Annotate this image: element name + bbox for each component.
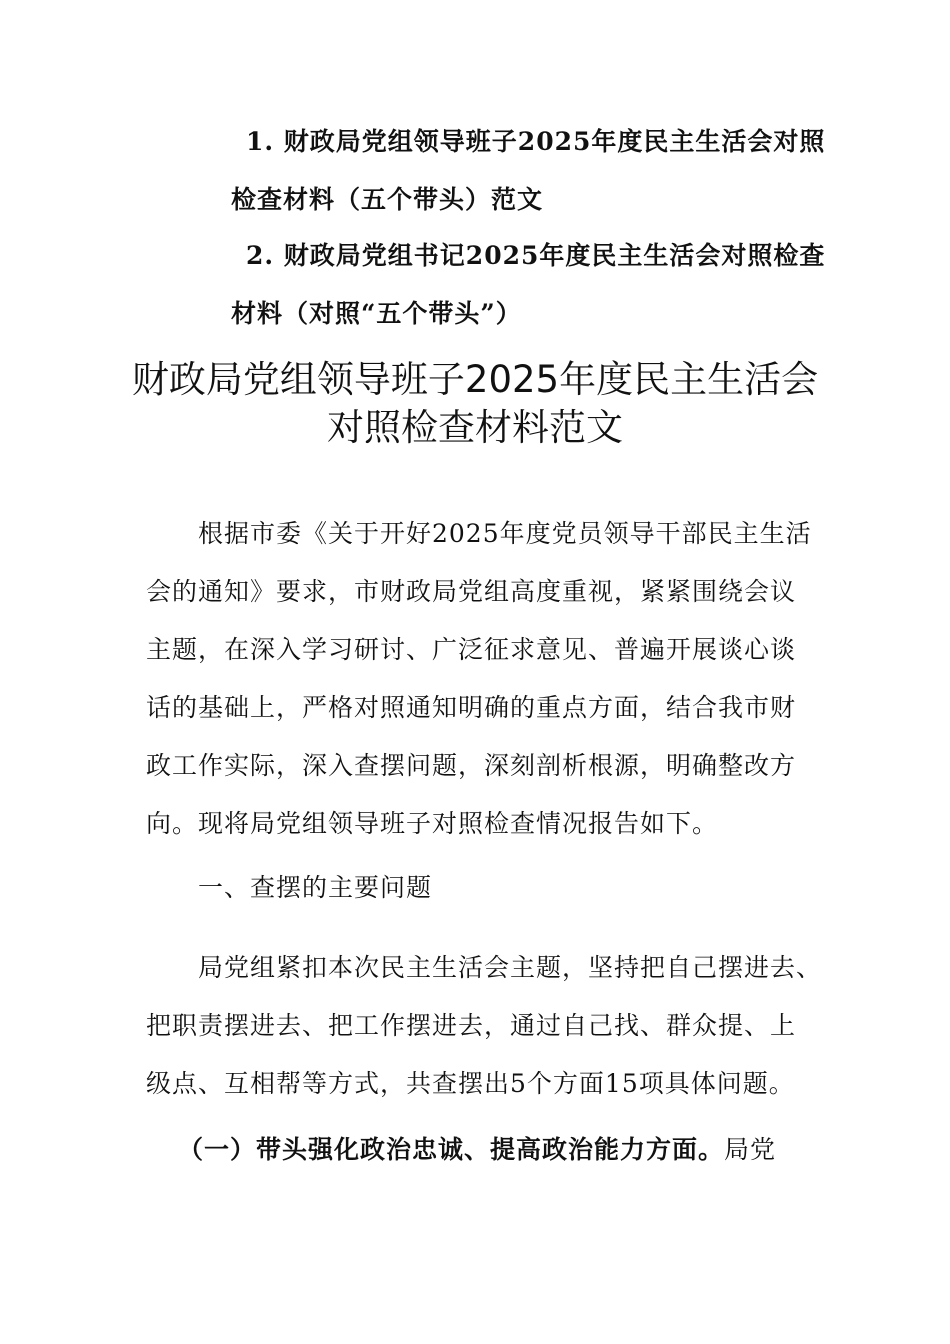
document-title-line-2: 对照检查材料范文 [327,406,623,449]
toc-item-1-line-2: 检查材料（五个带头）范文 [231,185,544,214]
intro-line-2: 会的通知》要求，市财政局党组高度重视，紧紧围绕会议 [146,577,797,606]
document-title-line-1: 财政局党组领导班子2025年度民主生活会 [131,358,819,401]
section-1-para-line-2: 把职责摆进去、把工作摆进去，通过自己找、群众提、上 [146,1011,797,1040]
section-1-para-line-3: 级点、互相帮等方式，共查摆出5个方面15项具体问题。 [146,1069,795,1098]
intro-line-1: 根据市委《关于开好2025年度党员领导干部民主生活 [198,519,812,548]
subsection-1-line [178,1134,776,1166]
intro-line-5: 政工作实际，深入查摆问题，深刻剖析根源，明确整改方 [146,751,797,780]
intro-line-4: 话的基础上，严格对照通知明确的重点方面，结合我市财 [146,693,797,722]
subsection-1-heading: （一）带头强化政治忠诚、提高政治能力方面。 [178,1135,725,1164]
section-1-para-line-1: 局党组紧扣本次民主生活会主题，坚持把自己摆进去、 [198,953,823,982]
toc-item-2-line-1: 2. 财政局党组书记2025年度民主生活会对照检查 [246,241,826,270]
subsection-1-text: 局党 [724,1135,777,1164]
toc-item-2-line-2: 材料（对照“五个带头”） [231,299,522,328]
toc-item-1-line-1: 1. 财政局党组领导班子2025年度民主生活会对照 [246,127,826,156]
section-1-heading: 一、查摆的主要问题 [198,873,433,902]
intro-line-6: 向。现将局党组领导班子对照检查情况报告如下。 [146,809,719,838]
intro-line-3: 主题，在深入学习研讨、广泛征求意见、普遍开展谈心谈 [146,635,797,664]
